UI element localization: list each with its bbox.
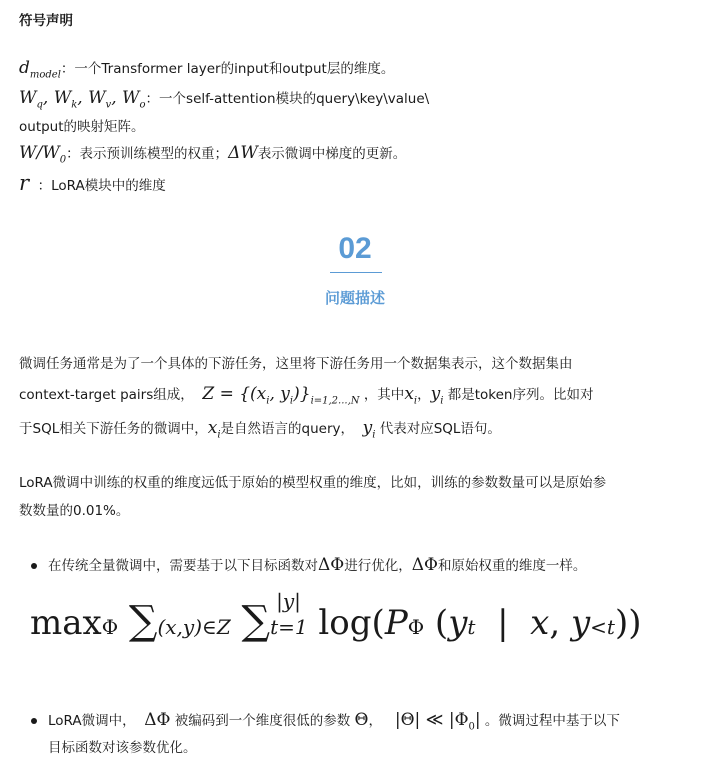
d-model-symbol: $d_{model}$ xyxy=(19,58,61,81)
symbol-w0-line xyxy=(19,143,406,170)
r-description: ：LoRA模块中的维度 xyxy=(37,178,166,194)
section-title: 问题描述 xyxy=(324,289,385,307)
param-size-inequality: |Θ| ≪ $|\Phi_0|$ xyxy=(394,710,481,733)
delta-w-symbol: ΔW xyxy=(228,143,258,163)
w0-description: ：表示预训练模型的权重； xyxy=(66,146,229,162)
paragraph-1-line-2: context-target pairs组成， $Z = \{(x_i$, $y_i)\}_{i=1,2...,N}$ ，其中$x_i$，$y_i$ 都是token序列。比如对 xyxy=(19,384,594,407)
w-matrices-symbol: $W_q$, $W_k$, $W_v$, $W_o$ xyxy=(19,88,146,111)
r-symbol: r xyxy=(19,171,30,195)
symbols-heading: 符号声明 xyxy=(19,13,73,29)
bullet-1-text: 在传统全量微调中，需要基于以下目标函数对ΔΦ进行优化，ΔΦ和原始权重的维度一样。 xyxy=(48,555,587,575)
section-number: 02 xyxy=(338,232,372,265)
paragraph-2-line-1: LoRA微调中训练的权重的维度远低于原始的模型权重的维度，比如，训练的参数数量可以是原始参 xyxy=(19,475,607,491)
w0-symbol: $W/W_0$ xyxy=(19,143,67,166)
paragraph-1-line-3: 于SQL相关下游任务的微调中，$x_i$是自然语言的query， $y_i$ 代表对应SQL语句。 xyxy=(19,418,501,441)
full-finetune-objective: maxΦ ∑(x,y)∈Z ∑ |y| t=1 log(PΦ (yt | x, y<t)) xyxy=(30,589,642,644)
symbol-w-line xyxy=(19,88,429,115)
y-i-symbol: $y_i$ xyxy=(430,384,444,407)
x-i-symbol: $x_i$ xyxy=(404,384,418,407)
d-model-description: ：一个Transformer layer的input和output层的维度。 xyxy=(60,61,395,77)
section-divider xyxy=(330,272,382,273)
paragraph-1-line-1: 微调任务通常是为了一个具体的下游任务，这里将下游任务用一个数据集表示，这个数据集由 xyxy=(19,356,573,372)
delta-w-description: 表示微调中梯度的更新。 xyxy=(257,146,407,162)
symbol-r-line xyxy=(19,173,166,196)
paragraph-2-line-2: 数数量的0.01%。 xyxy=(19,503,130,519)
bullet-dot xyxy=(31,563,37,569)
bullet-2-line-1: LoRA微调中， ΔΦ 被编码到一个维度很低的参数 Θ， |Θ| ≪ $|\Phi_0|$ 。微调过程中基于以下 xyxy=(48,710,620,733)
dataset-formula: $Z = \{(x_i$, $y_i)\}_{i=1,2...,N}$ xyxy=(202,384,360,407)
w-description-cont: output的映射矩阵。 xyxy=(19,119,145,135)
w-description: ：一个self-attention模块的query\key\value\ xyxy=(145,91,430,107)
bullet-dot xyxy=(31,718,37,724)
symbol-d-model-line xyxy=(19,58,394,85)
bullet-2-line-2: 目标函数对该参数优化。 xyxy=(48,740,197,756)
